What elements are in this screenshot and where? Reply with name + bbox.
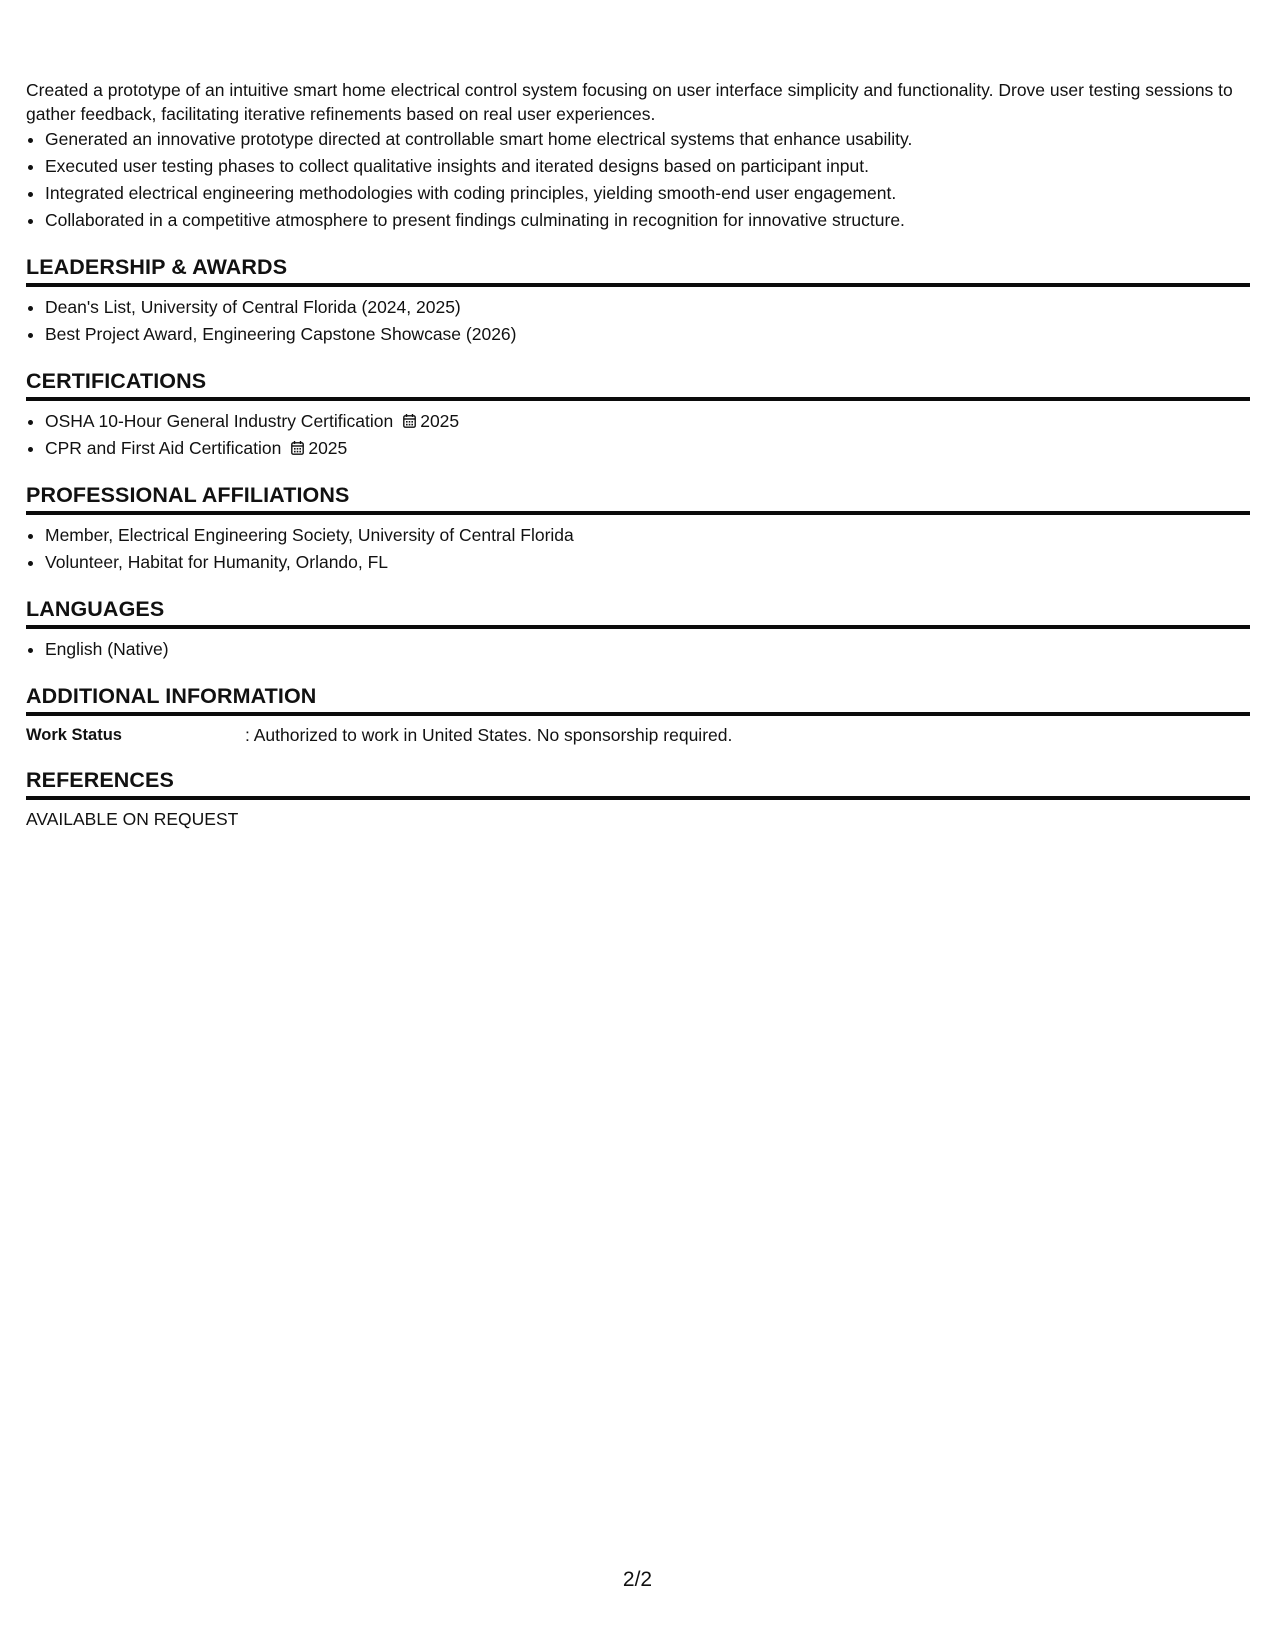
list-item: • Executed user testing phases to collect qualitative insights and iterated designs based on participant input. [45,153,1250,180]
section-title: LANGUAGES [26,596,1250,629]
work-status-value: : Authorized to work in United States. No sponsorship required. [245,725,733,745]
list-item: • English (Native) [45,636,1250,663]
list-item: • Volunteer, Habitat for Humanity, Orlando, FL [45,549,1250,576]
certification-year: 2025 [420,411,460,431]
section-certifications [26,368,1250,462]
project-summary: Created a prototype of an intuitive smart home electrical control system focusing on user interface simplicity and functionality. Drove user testing sessions to gather feedback, facilitating iterative refinements based on real user experiences. [26,80,1233,124]
list-item: • Dean's List, University of Central Florida (2024, 2025) [45,294,1250,321]
resume-page [26,78,1250,831]
work-status-row [26,723,1250,747]
section-title: ADDITIONAL INFORMATION [26,683,1250,716]
section-professional-affiliations [26,482,1250,576]
section-references [26,767,1250,831]
list-item: • Best Project Award, Engineering Capstone Showcase (2026) [45,321,1250,348]
languages-list [26,636,1250,663]
section-title: CERTIFICATIONS [26,368,1250,401]
certification-name: OSHA 10-Hour General Industry Certification [45,411,394,431]
section-languages [26,596,1250,663]
list-item [45,435,1250,462]
project-description [26,78,1250,234]
certifications-list [26,408,1250,462]
list-item: • Generated an innovative prototype directed at controllable smart home electrical systems that enhance usability. [45,126,1250,153]
page-number: 2/2 [622,1568,653,1591]
calendar-icon [291,436,304,450]
section-leadership-awards [26,254,1250,348]
list-item: • Collaborated in a competitive atmosphere to present findings culminating in recognition for innovative structure. [45,207,1250,234]
project-bullets [26,126,1250,234]
section-title: LEADERSHIP & AWARDS [26,254,1250,287]
affiliations-list [26,522,1250,576]
list-item: • Integrated electrical engineering methodologies with coding principles, yielding smooth-end user engagement. [45,180,1250,207]
section-additional-information [26,683,1250,747]
awards-list [26,294,1250,348]
section-title: PROFESSIONAL AFFILIATIONS [26,482,1250,515]
section-title: REFERENCES [26,767,1250,800]
list-item: • Member, Electrical Engineering Society, University of Central Florida [45,522,1250,549]
work-status-label: Work Status [26,726,122,744]
certification-year: 2025 [308,438,348,458]
references-text: AVAILABLE ON REQUEST [26,809,239,829]
certification-name: CPR and First Aid Certification [45,438,282,458]
calendar-icon [403,409,416,423]
list-item [45,408,1250,435]
